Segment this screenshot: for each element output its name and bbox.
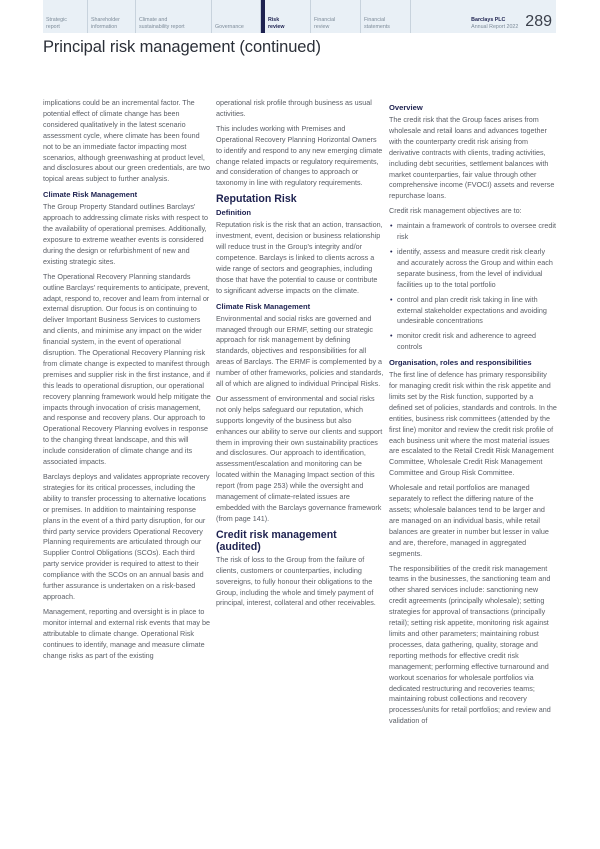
paragraph: Wholesale and retail portfolios are managed separately to reflect the differing nature of the assets; wholesale balances tend to be larger and are managed on an individual basis, while retail balances are greater in number but lesser in value and are, therefore, managed in aggregated segments. bbox=[389, 483, 549, 558]
tab-label: Shareholder bbox=[91, 17, 120, 24]
paragraph: This includes working with Premises and Operational Recovery Planning Horizontal Owners to identify and respond to any new emerging climate change related impacts or regulatory requirements, and consideration of changes to approach or taxonomy in line with regulatory requirements. bbox=[216, 123, 383, 188]
heading-definition: Definition bbox=[216, 208, 252, 218]
paragraph: Management, reporting and oversight is in place to monitor internal and external risk events that may be attributable to climate change. Operational Risk continues to identify, manage and measure climate change risks as part of the existing bbox=[43, 606, 210, 660]
list-item bbox=[389, 331, 557, 353]
list-item-text: monitor credit risk and adherence to agreed controls bbox=[397, 331, 537, 352]
page-title: Principal risk management (continued) bbox=[43, 38, 321, 56]
column-3 bbox=[389, 98, 557, 731]
paragraph: Reputation risk is the risk that an action, transaction, investment, event, decision or business relationship will reduce trust in the Group's integrity and/or competence. Barclays is linked to clients across a wide range of sectors and geographies, including those that have the potential to cause or contribute to significant adverse impacts on the climate. bbox=[216, 220, 383, 295]
bullet-icon: • bbox=[390, 246, 393, 256]
tab-label: Risk bbox=[268, 17, 280, 24]
heading-climate-risk-management: Climate Risk Management bbox=[216, 301, 311, 311]
section-nav-header bbox=[43, 0, 556, 33]
report-name: Annual Report 2022 bbox=[471, 23, 519, 30]
paragraph: The responsibilities of the credit risk management teams in the businesses, the sanctioning team and other shared services include: sanctioning new credit agreements (principally wholesale); setting strategies for approval of transactions (principally retail); setting risk appetite, monitoring risk against limits and other parameters; maintaining robust processes, data gathering, quality, storage and reporting methods for effective credit risk management; performing effective turnaround and workout scenarios for wholesale portfolios via dedicated restructuring and recoveries teams; maintaining robust collections and recovery processes/units for retail portfolios; and review and validation of bbox=[389, 563, 551, 726]
paragraph: The risk of loss to the Group from the failure of clients, customers or counterparties, including sovereigns, to fully honour their obligations to the Group, including the whole and timely payment of principal, interest, collateral and other receivables. bbox=[216, 554, 376, 608]
paragraph: Barclays deploys and validates appropriate recovery strategies for its critical processes, including the ability to transfer processing to alternative locations or premises. In addition to maintaining response plans in the event of a third party disruption, for our third party service providers Operational Recovery Planning requirements are articulated through our Supplier Control Obligations (SCOs). Each third party service provider is required to attest to their compliance with the SCOs on an annual basis and further assurance is undertaken on a risk-based approach. bbox=[43, 472, 210, 601]
heading-credit-risk-management: Credit risk management (audited) bbox=[216, 528, 337, 553]
list-item bbox=[389, 247, 557, 291]
nav-tab-climate-sustainability[interactable] bbox=[136, 0, 212, 33]
paragraph: Our assessment of environmental and social risks not only helps safeguard our reputation, which supports longevity of the business but also enhances our ability to serve our clients and support them in improving their own sustainability practices and disclosures. Our approach to identification, assessment/escalation and monitoring can be located within the Managing Impact section of this report (from page 253) while the oversight and management of climate-related issues are embedded with the Barclays governance framework (from page 141). bbox=[216, 393, 383, 523]
bullet-icon: • bbox=[390, 331, 393, 341]
column-2 bbox=[216, 98, 384, 613]
brand-name: Barclays PLC bbox=[471, 17, 506, 24]
list-item bbox=[389, 221, 557, 243]
tab-label: Strategic bbox=[46, 17, 67, 24]
list-item-text: control and plan credit risk taking in line with external stakeholder expectations and avoiding undesirable concentrations bbox=[397, 294, 547, 326]
heading-overview: Overview bbox=[389, 103, 423, 112]
heading-reputation-risk: Reputation Risk bbox=[216, 193, 297, 206]
nav-tab-shareholder-information[interactable] bbox=[88, 0, 136, 33]
nav-tab-risk-review[interactable] bbox=[261, 0, 311, 33]
tab-label: sustainability report bbox=[139, 23, 185, 30]
column-1 bbox=[43, 98, 211, 665]
paragraph: The credit risk that the Group faces arises from wholesale and retail loans and advances together with the counterparty credit risk arising from derivative contracts with clients, trading activities, including debt securities, settlement balances with market counterparties, fair value through other comprehensive income (FVOCI) assets and reverse repurchase loans. bbox=[389, 115, 555, 201]
bullet-icon: • bbox=[390, 294, 393, 304]
paragraph: Environmental and social risks are governed and managed through our ERMF, setting our strategic approach for risk management by defining standards, objectives and responsibilities for all areas of Barclays. The ERMF is complemented by a number of other frameworks, policies and standards, all of which are aligned to individual Principal Risks. bbox=[216, 313, 384, 389]
heading-climate-risk-management: Climate Risk Management bbox=[43, 190, 138, 200]
list-item bbox=[389, 295, 557, 328]
nav-tab-strategic-report[interactable] bbox=[43, 0, 88, 33]
heading-organisation-roles: Organisation, roles and responsibilities bbox=[389, 358, 532, 368]
tab-label: statements bbox=[364, 23, 390, 30]
objectives-list bbox=[389, 221, 557, 353]
tab-label: report bbox=[46, 23, 60, 30]
paragraph: implications could be an incremental factor. The potential effect of climate change has been considered qualitatively in the latest scenario assessment cycle, where climate has been found not to be an immediate factor impacting most scenarios, although greenwashing at product level, and disclosures about our green credentials, are two topical areas subject to further analysis. bbox=[43, 98, 211, 184]
nav-tab-governance[interactable] bbox=[212, 0, 261, 33]
list-item-text: identify, assess and measure credit risk clearly and accurately across the Group and within each separate business, from the level of individual facilities up to the total portfolio bbox=[397, 246, 553, 289]
paragraph: The first line of defence has primary responsibility for managing credit risk within the risk appetite and limits set by the Risk function, supported by a defined set of policies, standards and controls. In the entities, business risk committees (attended by the first line) monitor and review the credit risk profile of each business unit where the most material issues are escalated to the Retail Credit Risk Management Committee, Wholesale Credit Risk Management Committee and Group Risk Committee. bbox=[389, 370, 557, 478]
paragraph: The Group Property Standard outlines Barclays' approach to addressing climate risks with respect to the availability of operational premises. Additionally, exposure to extreme weather events is considered during the design or refurbishment of new and existing strategic sites. bbox=[43, 202, 208, 266]
paragraph: operational risk profile through business as usual activities. bbox=[216, 98, 372, 118]
tab-label: Financial bbox=[364, 17, 386, 24]
tab-label: Climate and bbox=[139, 17, 168, 24]
page-number: 289 bbox=[525, 13, 552, 30]
tab-label: information bbox=[91, 23, 118, 30]
tab-label: review bbox=[268, 23, 285, 30]
list-item-text: maintain a framework of controls to oversee credit risk bbox=[397, 221, 556, 242]
nav-tab-financial-statements[interactable] bbox=[361, 0, 411, 33]
tab-label: Financial bbox=[314, 17, 336, 24]
tab-label: Governance bbox=[215, 23, 244, 30]
paragraph: The Operational Recovery Planning standards outline Barclays' requirements to anticipate, prevent, adapt, respond to, recover and learn from internal or external disruption. Our focus is on continuing to deliver Important Business Services to customers and clients, and minimise any impact on the wider financial system, in the event of operational disruption. The Operational Recovery Planning risk from climate change is expected to manifest through premises and supplier risk in the first instance, and if this leads to operational disruption, our operational recovery planning framework would help mitigate the impacts through invocation of crisis management, and response and recovery plans. Our approach to Operational Recovery Planning evolves in response to the changing threat landscape, and this will include consideration of climate change and its associated impacts. bbox=[43, 271, 211, 467]
nav-tab-financial-review[interactable] bbox=[311, 0, 361, 33]
tab-label: review bbox=[314, 23, 330, 30]
report-brand bbox=[471, 0, 556, 33]
bullet-icon: • bbox=[390, 221, 393, 231]
paragraph: Credit risk management objectives are to: bbox=[389, 206, 522, 216]
